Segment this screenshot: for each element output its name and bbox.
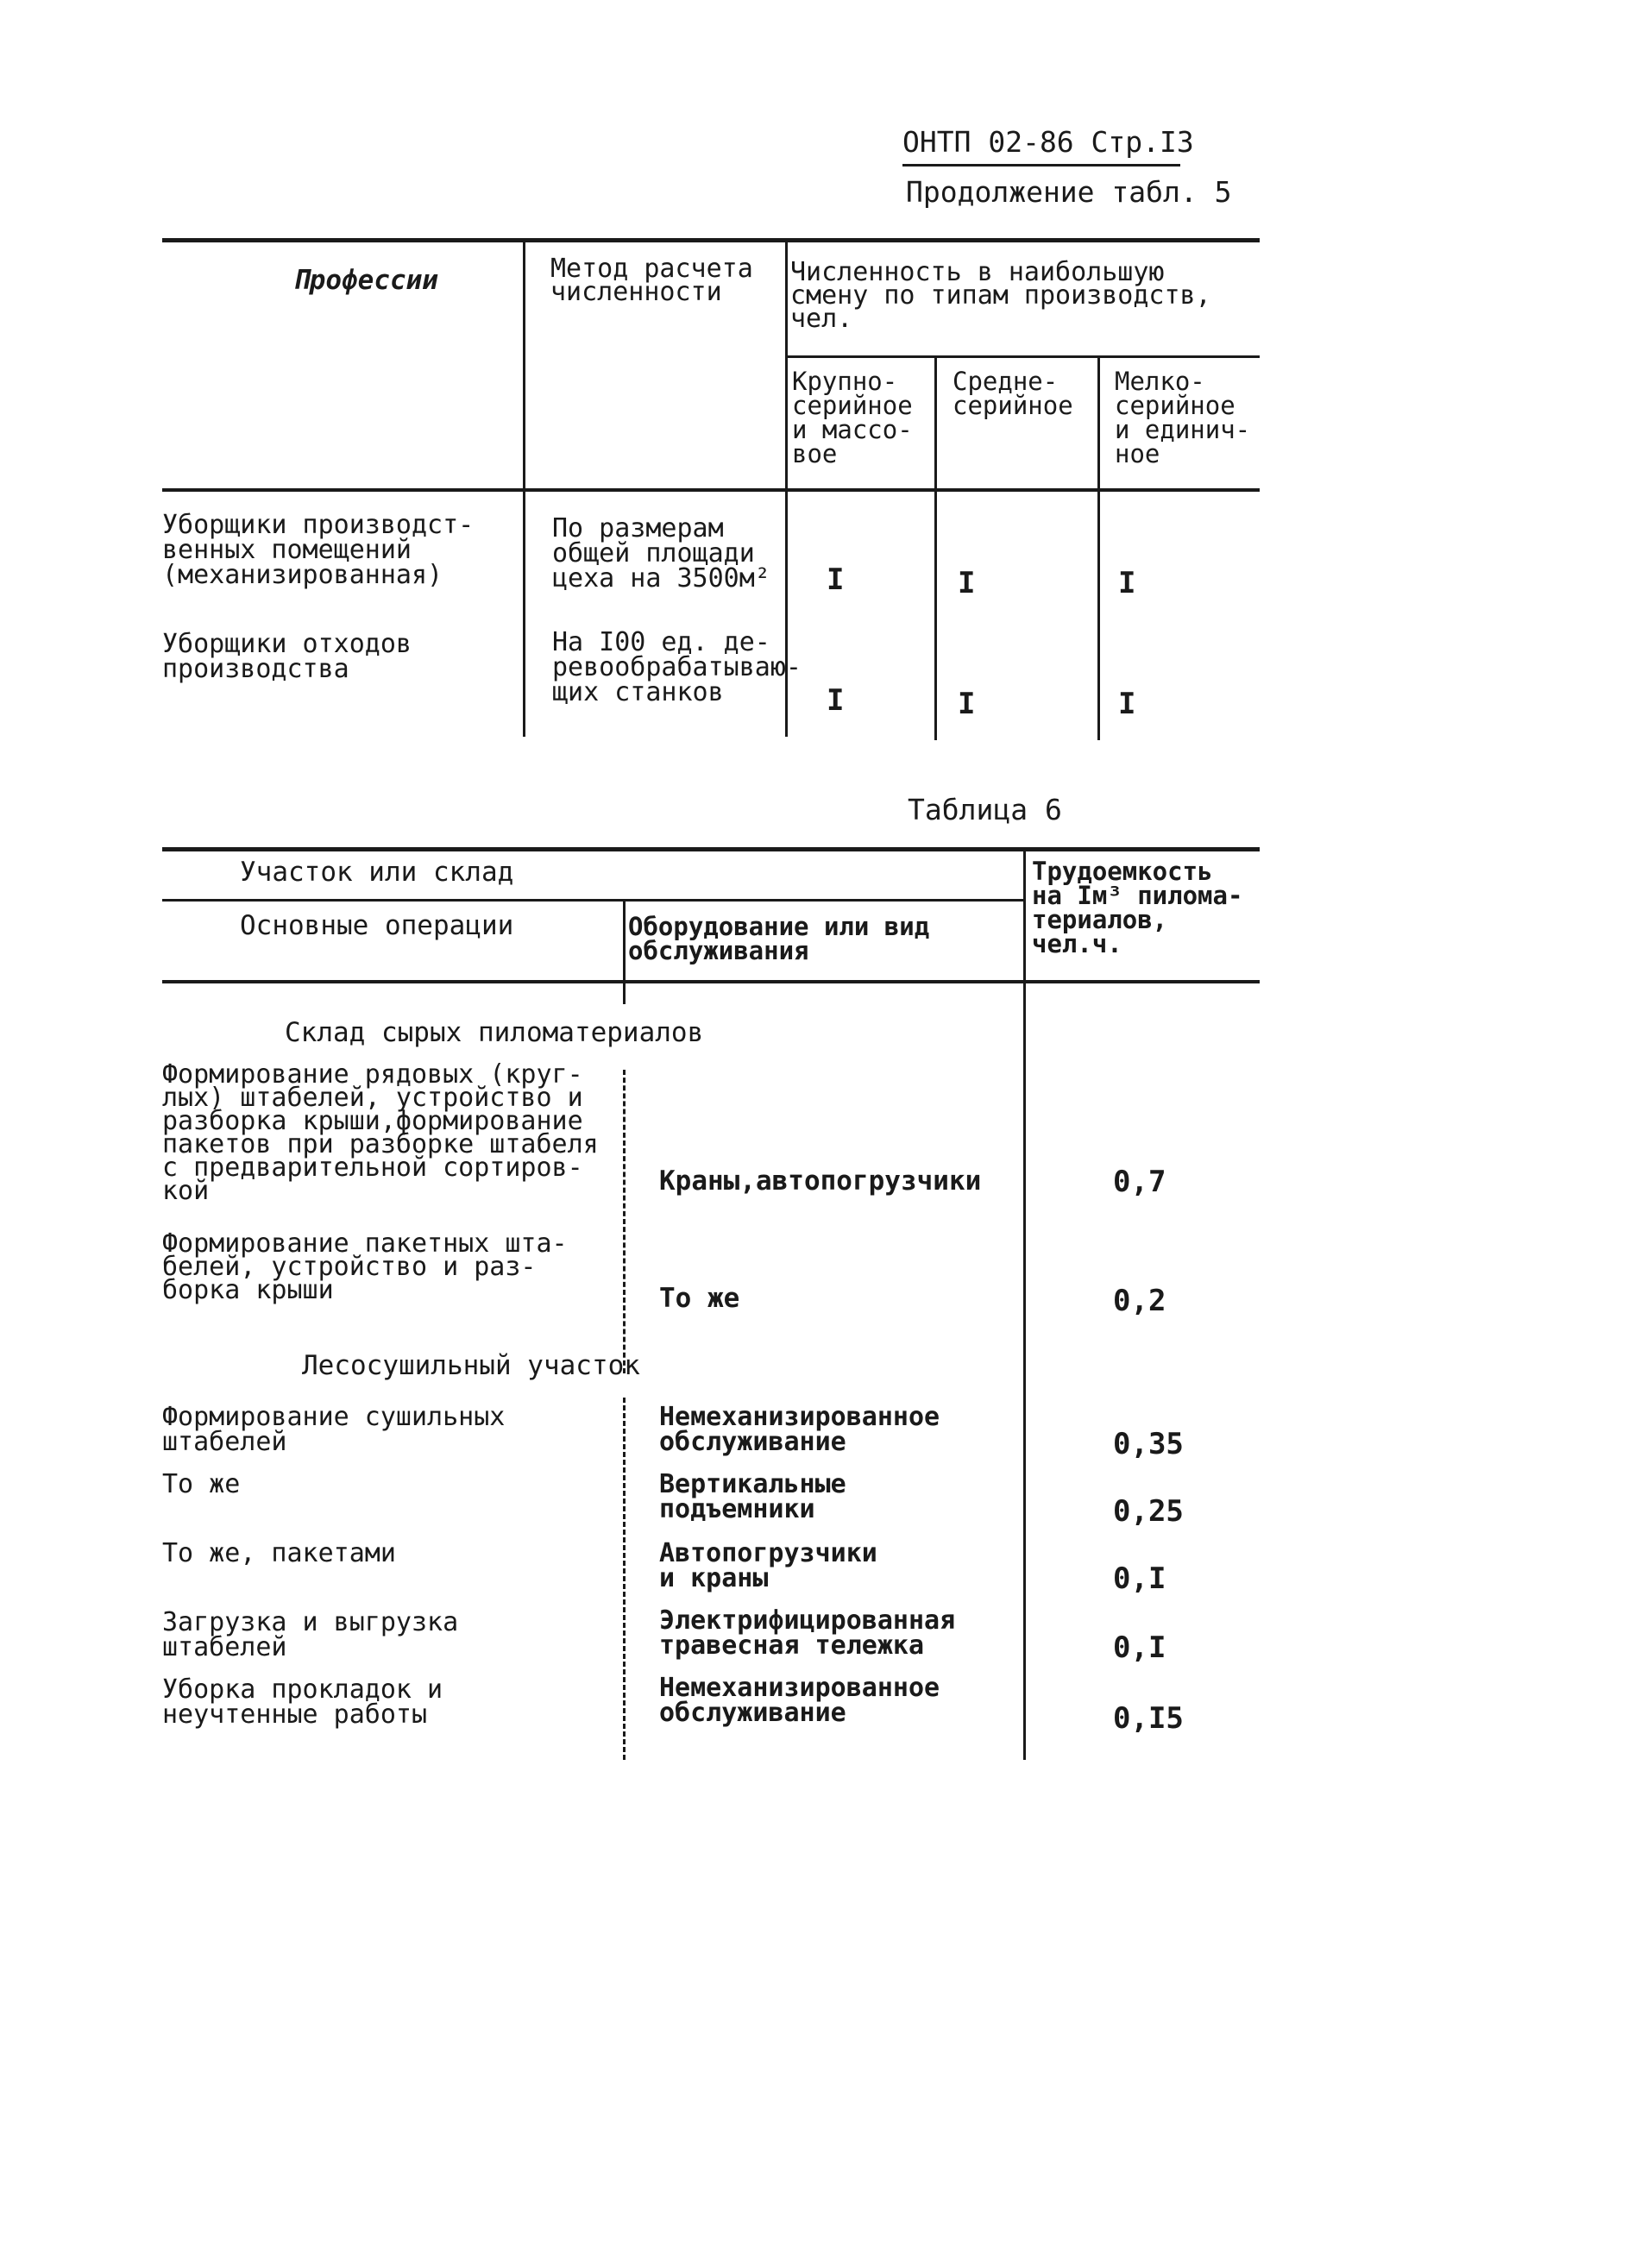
t6-s2-row2-equipment: Вертикальные подъемники	[659, 1469, 846, 1524]
table6-col-divider-equip-2	[623, 1398, 626, 1760]
section-raw-lumber-warehouse: Склад сырых пиломатериалов	[285, 1017, 704, 1048]
t5-row1-method: По размерам общей площади цеха на 3500м²	[552, 513, 770, 594]
table5-top-rule	[162, 238, 1260, 242]
t6-s2-row4-value: 0,I	[1113, 1630, 1166, 1665]
t5-row1-large: I	[827, 562, 845, 597]
table6-col-divider-equip-header	[623, 901, 626, 1004]
table5-col-divider-1	[523, 242, 525, 737]
table6-col-divider-equip-1	[623, 1070, 626, 1373]
col-header-count: Численность в наибольшую смену по типам производств, чел.	[790, 257, 1211, 334]
t6-s2-row5-operation: Уборка прокладок и неучтенные работы	[162, 1674, 443, 1730]
t6-s1-row1-equipment: Краны,автопогрузчики	[659, 1165, 982, 1197]
col-header-method: Метод расчета численности	[550, 254, 753, 307]
t5-row2-medium: I	[958, 687, 976, 721]
t6-s2-row1-operation: Формирование сушильных штабелей	[162, 1402, 506, 1457]
t5-row2-large: I	[827, 683, 845, 718]
table6-col-divider-labor	[1023, 851, 1026, 1760]
t6-s2-row1-equipment: Немеханизированное обслуживание	[659, 1402, 940, 1457]
table5-col-divider-4	[1097, 357, 1100, 740]
col-header-operations: Основные операции	[240, 910, 514, 941]
table6-header-bottom-rule	[162, 980, 1260, 983]
t5-row2-profession: Уборщики отходов производства	[162, 629, 412, 684]
t6-s1-row2-operation: Формирование пакетных шта- белей, устройство и раз- борка крыши	[162, 1228, 568, 1305]
t6-s1-row1-operation: Формирование рядовых (круг- лых) штабелей, устройство и разборка крыши,формирование пакетов при разборке штабеля с предварительной сортиров- кой	[162, 1059, 599, 1206]
subcol-large-serial: Крупно- серийное и массо- вое	[792, 367, 913, 468]
t6-s2-row2-operation: То же	[162, 1469, 241, 1499]
subcol-small-serial: Мелко- серийное и единич- ное	[1115, 367, 1251, 468]
table5-col-divider-3	[934, 357, 937, 740]
t6-s2-row1-value: 0,35	[1113, 1427, 1184, 1461]
table6-area-rule	[162, 899, 1025, 902]
t6-s1-row2-value: 0,2	[1113, 1284, 1166, 1318]
table5-subheader-rule	[785, 355, 1260, 358]
t6-s2-row5-equipment: Немеханизированное обслуживание	[659, 1673, 940, 1728]
header-underline	[902, 164, 1180, 166]
t6-s1-row1-value: 0,7	[1113, 1165, 1166, 1199]
col-header-labor: Трудоемкость на Iм³ пилома- териалов, чел.ч.	[1032, 857, 1243, 958]
t6-s2-row3-value: 0,I	[1113, 1561, 1166, 1596]
t6-s2-row4-operation: Загрузка и выгрузка штабелей	[162, 1607, 459, 1662]
col-header-area: Участок или склад	[240, 857, 514, 888]
t6-s2-row3-equipment: Автопогрузчики и краны	[659, 1538, 877, 1593]
t6-s1-row2-equipment: То же	[659, 1283, 740, 1314]
col-header-equipment: Оборудование или вид обслуживания	[628, 912, 930, 965]
table5-header-bottom-rule	[162, 488, 1260, 492]
col-header-profession: Профессии	[293, 265, 438, 296]
table-6-caption: Таблица 6	[908, 793, 1062, 826]
t6-s2-row5-value: 0,I5	[1113, 1701, 1184, 1736]
table-continuation-label: Продолжение табл. 5	[906, 175, 1232, 209]
t5-row2-method: На I00 ед. де- ревообрабатываю- щих станков	[552, 627, 802, 707]
t5-row1-small: I	[1118, 566, 1136, 600]
section-lumber-drying-area: Лесосушильный участок	[302, 1350, 640, 1381]
t6-s2-row4-equipment: Электрифицированная травесная тележка	[659, 1605, 956, 1661]
document-reference: ОНТП 02-86 Стр.I3	[902, 125, 1194, 159]
t6-s2-row3-operation: То же, пакетами	[162, 1538, 396, 1568]
table6-top-rule	[162, 847, 1260, 851]
t5-row1-medium: I	[958, 566, 976, 600]
t6-s2-row2-value: 0,25	[1113, 1494, 1184, 1529]
subcol-medium-serial: Средне- серийное	[953, 367, 1073, 420]
t5-row2-small: I	[1118, 687, 1136, 721]
t5-row1-profession: Уборщики производст- венных помещений (механизированная)	[162, 510, 475, 590]
